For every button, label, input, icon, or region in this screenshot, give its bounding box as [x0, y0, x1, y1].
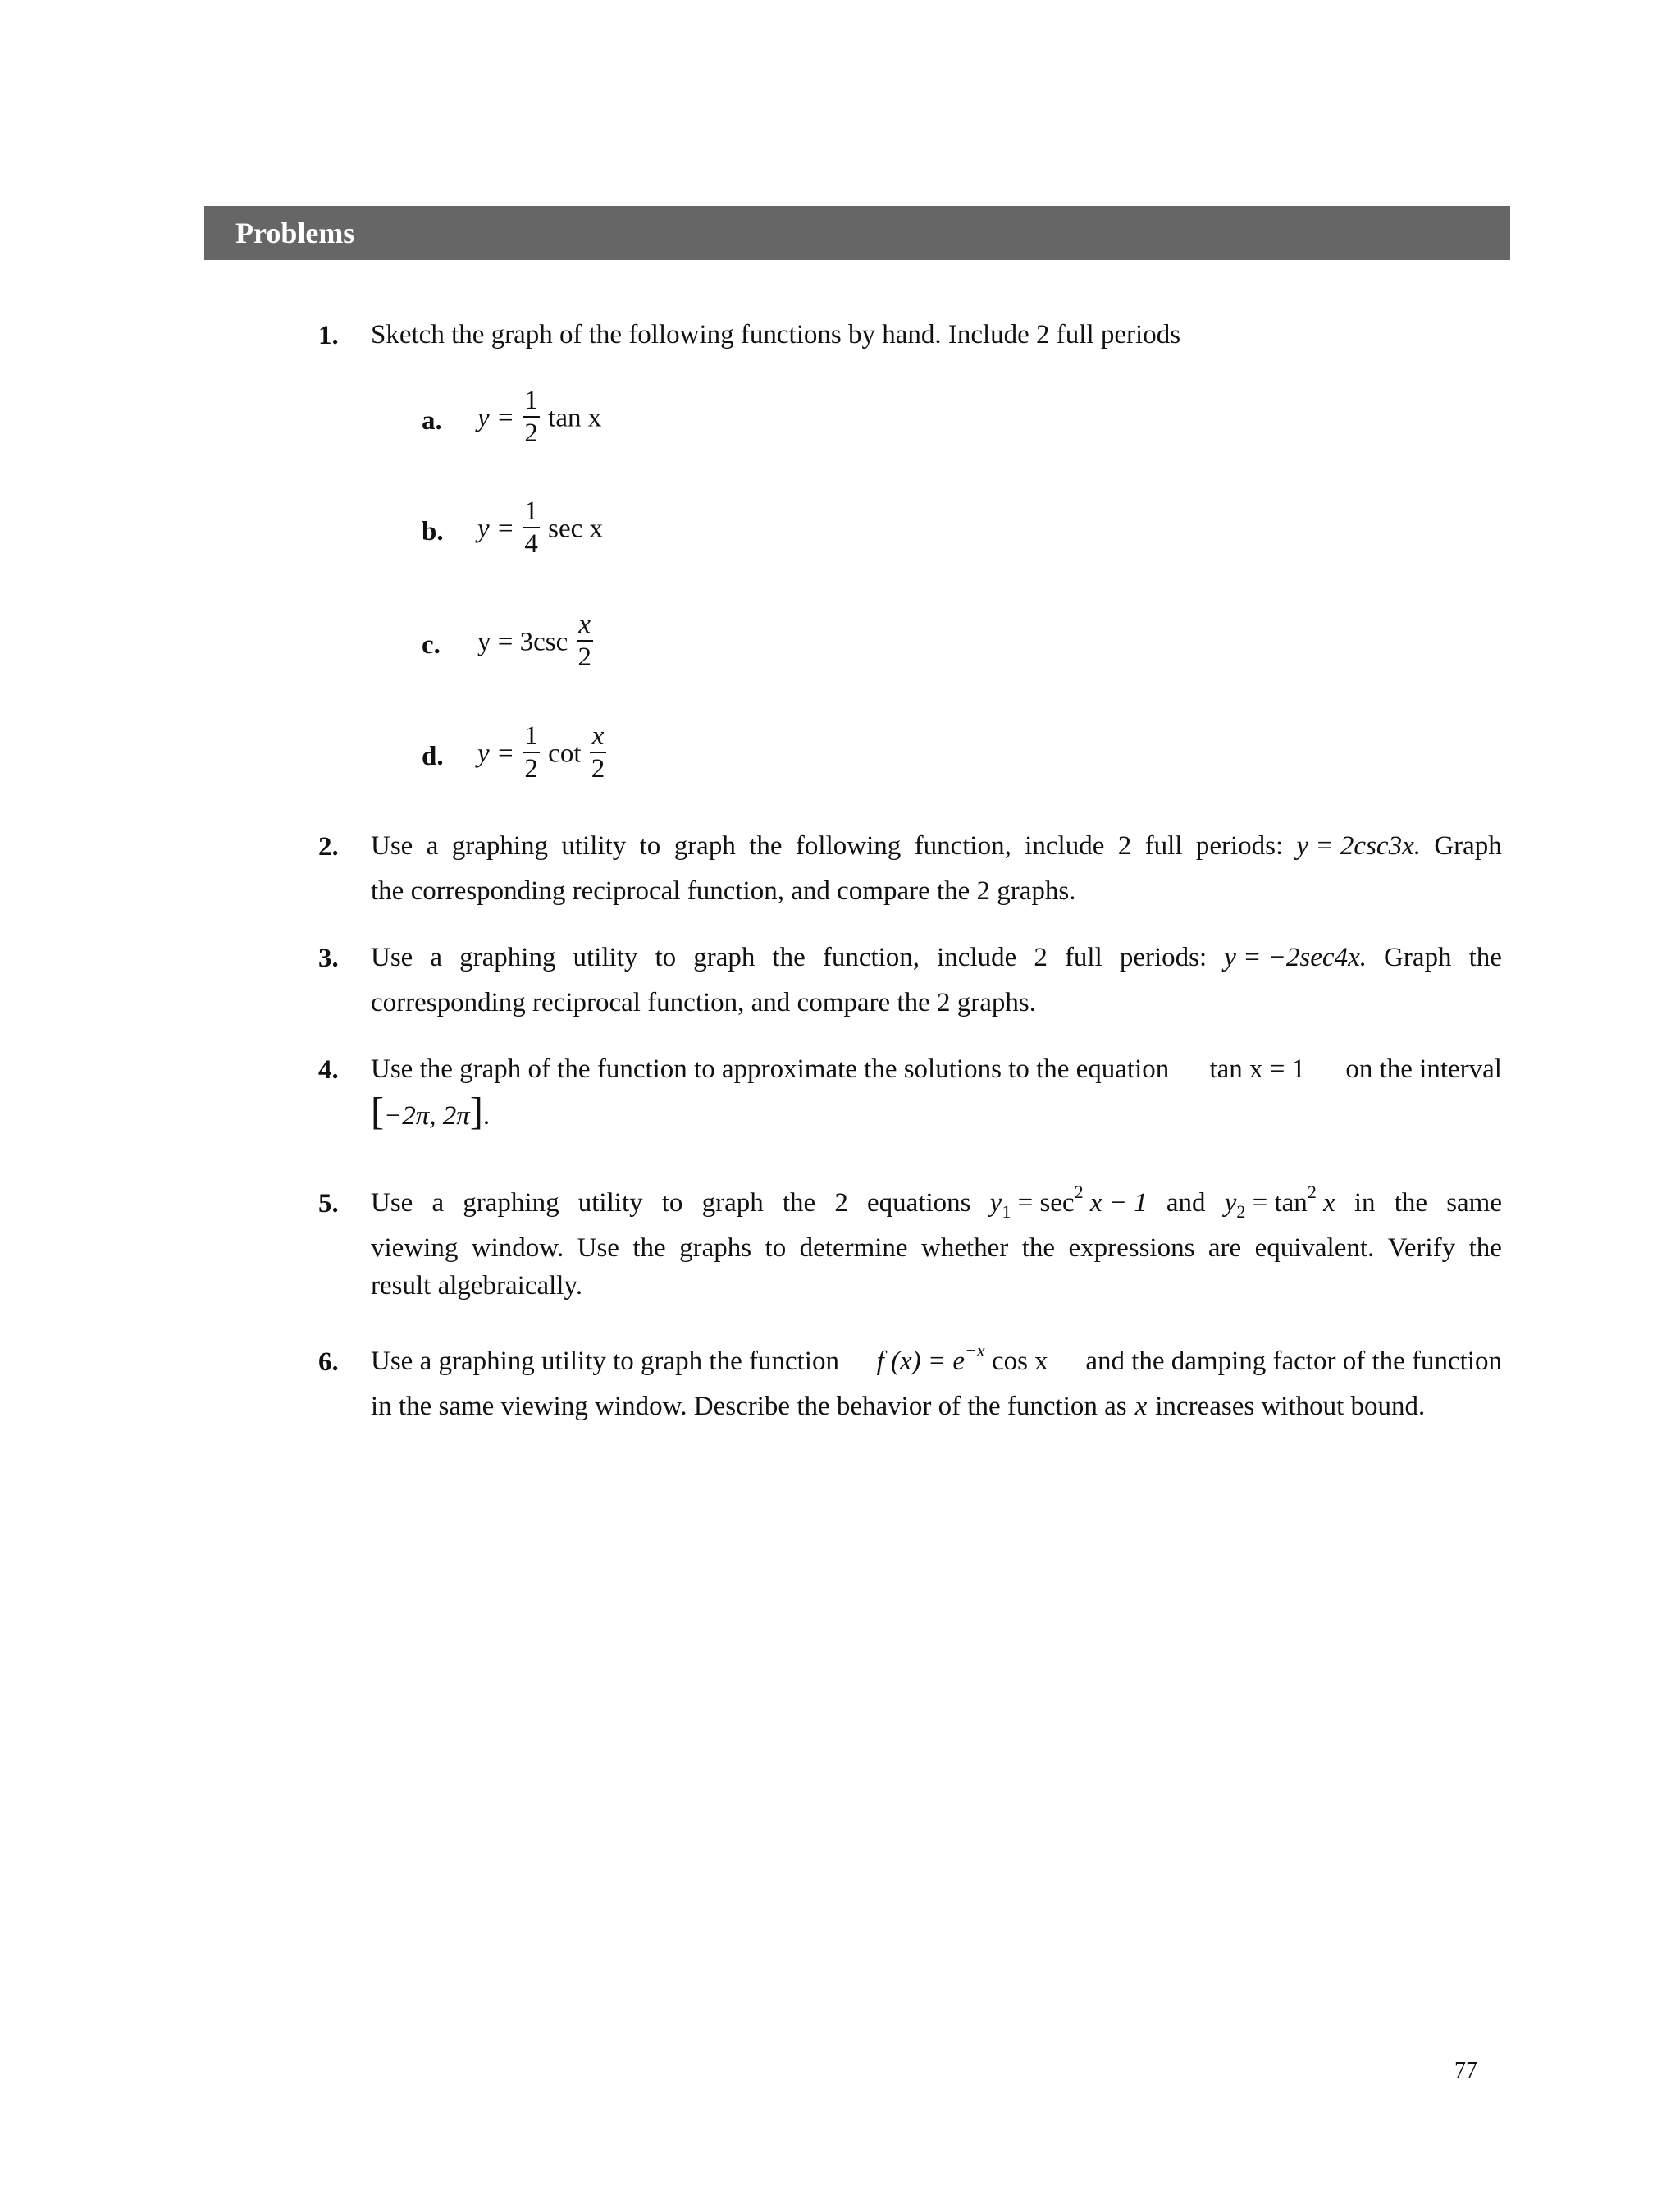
problem-number: 2. [318, 832, 339, 862]
equation-y2: $y_2 = \tan^2 x$ [1224, 1182, 1335, 1222]
page-number: 77 [1454, 2058, 1477, 2083]
part-label-c: c. [422, 630, 441, 660]
fraction: $\frac{1}{2}$ [524, 386, 538, 448]
problem-text: Sketch the graph of the following functions by hand. Include 2 full periods [371, 320, 1181, 350]
problem-line-2: in the same viewing window. Describe the behavior of the function as x increases without bound. [371, 1392, 1426, 1421]
problem-line-3: result algebraically. [371, 1271, 583, 1301]
formula: tan x = 1 [1209, 1054, 1306, 1084]
problem-line-1: Use a graphing utility to graph the 2 equations $y_1 = \sec^2 x - 1$ and $y_2 = \tan^2 x$ in the same [371, 1181, 1502, 1226]
formula-a: y = $\frac{1}{2}$ tan x [477, 386, 602, 448]
part-label-b: b. [422, 517, 444, 546]
problem-number: 6. [318, 1347, 339, 1377]
formula-c: y = 3csc $\frac{x}{2}$ [477, 610, 591, 672]
formula-b: y = $\frac{1}{4}$ sec x [477, 496, 604, 559]
part-label-d: d. [422, 742, 444, 771]
problem-line-2 [371, 1090, 1502, 1139]
problem-line-2: the corresponding reciprocal function, and compare the 2 graphs. [371, 876, 1076, 906]
formula: y = 2csc3x. [1296, 831, 1421, 861]
equation-y1: $y_1 = \sec^2 x - 1$ [989, 1182, 1148, 1222]
problem-line-1: Use a graphing utility to graph the function, include 2 full periods: y = −2sec4x. Graph the [371, 935, 1502, 981]
problem-number: 5. [318, 1189, 339, 1218]
problem-line-2: corresponding reciprocal function, and compare the 2 graphs. [371, 988, 1036, 1017]
function-formula: f $(x) = e^{-x}$ cos x [876, 1340, 1048, 1376]
section-title: Problems [235, 217, 355, 249]
problem-line-1: Use a graphing utility to graph the function f $(x) = e^{-x}$ cos x and the damping factor of the function [371, 1339, 1502, 1384]
problem-line-1: Use a graphing utility to graph the following function, include 2 full periods: y = 2csc3x. Graph [371, 824, 1502, 869]
interval: [−2π, 2π]. [371, 1090, 491, 1133]
problem-line-2: viewing window. Use the graphs to determine whether the expressions are equivalent. Verify the [371, 1233, 1502, 1263]
formula: y = −2sec4x. [1224, 943, 1367, 972]
fraction: $\frac{x}{2}$ [591, 721, 605, 784]
fraction: $\frac{x}{2}$ [578, 610, 591, 672]
section-header [204, 206, 1510, 260]
fraction: $\frac{1}{2}$ [524, 721, 538, 784]
open-bracket: [ [371, 1090, 384, 1133]
part-label-a: a. [422, 406, 442, 436]
close-bracket: ] [469, 1090, 483, 1133]
formula-d: y = $\frac{1}{2}$ cot $\frac{x}{2}$ [477, 721, 605, 784]
fraction: $\frac{1}{4}$ [524, 496, 538, 559]
problem-line-1: Use the graph of the function to approximate the solutions to the equation tan x = 1 on the interval [371, 1047, 1502, 1092]
problem-number: 4. [318, 1055, 339, 1085]
problem-number: 3. [318, 944, 339, 973]
problem-number: 1. [318, 321, 339, 350]
